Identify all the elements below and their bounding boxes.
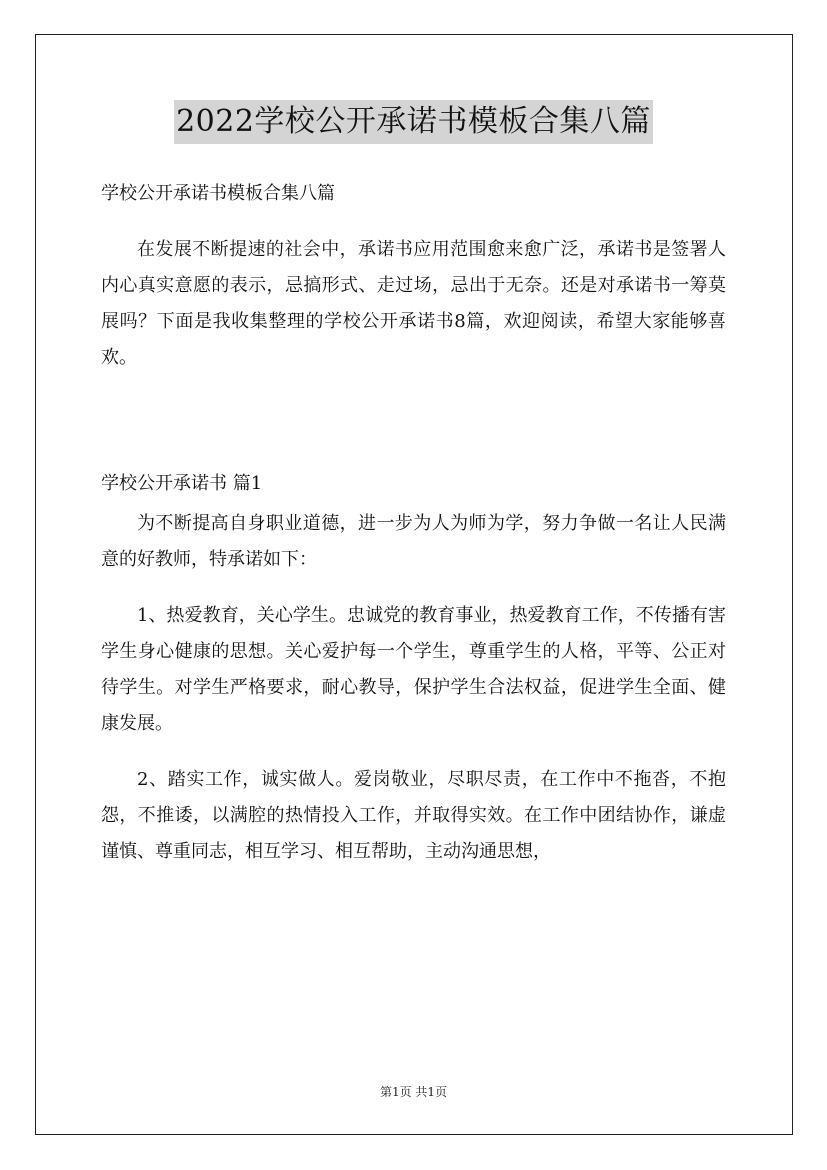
document-subtitle: 学校公开承诺书模板合集八篇	[101, 183, 335, 204]
page-number: 第1页 共1页	[379, 1085, 448, 1099]
document-title-wrap	[0, 100, 827, 144]
document-body	[101, 176, 726, 890]
section-heading: 学校公开承诺书 篇1	[101, 473, 263, 494]
body-paragraph-1: 为不断提高自身职业道德，进一步为人为师为学，努力争做一名让人民满意的好教师，特承诺如下：	[101, 513, 726, 570]
intro-paragraph: 在发展不断提速的社会中，承诺书应用范围愈来愈广泛，承诺书是签署人内心真实意愿的表示，忌搞形式、走过场，忌出于无奈。还是对承诺书一筹莫展吗？下面是我收集整理的学校公开承诺书8篇，欢迎阅读，希望大家能够喜欢。	[101, 239, 726, 368]
page-footer	[0, 1083, 827, 1101]
body-paragraph-2: 1、热爱教育，关心学生。忠诚党的教育事业，热爱教育工作，不传播有害学生身心健康的思想。关心爱护每一个学生，尊重学生的人格，平等、公正对待学生。对学生严格要求，耐心教导，保护学生合法权益，促进学生全面、健康发展。	[101, 605, 726, 734]
document-title: 2022学校公开承诺书模板合集八篇	[174, 100, 653, 144]
body-paragraph-3: 2、踏实工作，诚实做人。爱岗敬业，尽职尽责，在工作中不拖沓，不抱怨，不推诿，以满腔的热情投入工作，并取得实效。在工作中团结协作，谦虚谨慎、尊重同志，相互学习、相互帮助，主动沟通思想，	[101, 769, 726, 862]
